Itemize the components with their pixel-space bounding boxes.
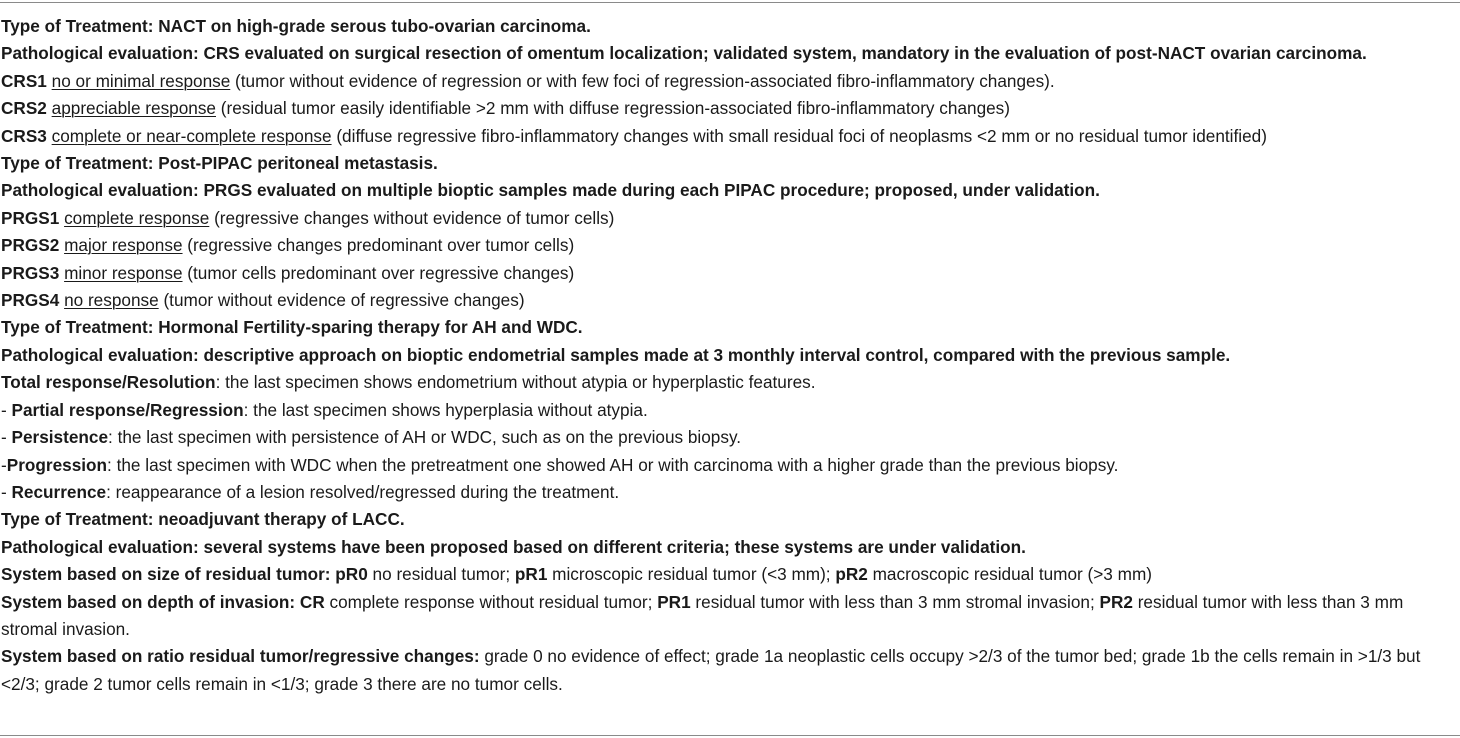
system-label: System based on depth of invasion: — [1, 591, 300, 612]
response-term: Total response/Resolution — [1, 372, 216, 393]
response-item: - Recurrence: reappearance of a lesion resolved/regressed during the treatment. — [1, 481, 620, 502]
response-item: - Persistence: the last specimen with persistence of AH or WDC, such as on the previous biopsy. — [1, 427, 742, 448]
grade-row — [1, 287, 1457, 314]
grade-description: (diffuse regressive fibro-inflammatory changes with small residual foci of neoplasms <2 mm or no residual tumor identified) — [331, 125, 1267, 146]
response-item — [1, 369, 1457, 396]
grade-code: CRS3 — [1, 125, 47, 146]
response-description: : the last specimen with persistence of AH or WDC, such as on the previous biopsy. — [108, 427, 742, 448]
response-item: - Partial response/Regression: the last specimen shows hyperplasia without atypia. — [1, 399, 648, 420]
response-term: Persistence — [11, 427, 109, 448]
system-row: System based on size of residual tumor: pR0 no residual tumor; pR1 microscopic residual tumor (<3 mm); pR2 macroscopic residual tumor (>3 mm) — [1, 564, 1152, 585]
system-row: System based on depth of invasion: CR complete response without residual tumor; PR1 residual tumor with less than 3 mm stromal invasion; PR2 residual tumor with less than 3 mm stromal invasion. — [1, 591, 1404, 639]
response-description: : the last specimen with WDC when the pretreatment one showed AH or with carcinoma with a higher grade than the previous biopsy. — [107, 454, 1119, 475]
grade-row — [1, 123, 1457, 150]
system-label: System based on ratio residual tumor/regressive changes: — [1, 646, 485, 667]
evaluation-heading: Pathological evaluation: descriptive approach on bioptic endometrial samples made at 3 monthly interval control, compared with the previous sample. — [1, 344, 1231, 365]
grade-description: (regressive changes without evidence of tumor cells) — [209, 207, 615, 228]
system-label: System based on size of residual tumor: — [1, 564, 336, 585]
treatment-heading: Type of Treatment: Hormonal Fertility-sparing therapy for AH and WDC. — [1, 317, 583, 338]
grade-response: major response — [64, 235, 183, 256]
grade-code: PRGS1 — [1, 207, 60, 228]
grade-description: (regressive changes predominant over tumor cells) — [182, 235, 575, 256]
grade-description: (tumor without evidence of regressive changes) — [158, 290, 525, 311]
evaluation-heading: Pathological evaluation: PRGS evaluated on multiple bioptic samples made during each PIPAC procedure; proposed, under validation. — [1, 180, 1100, 201]
grade-response: no response — [64, 290, 159, 311]
grade-code: CRS2 — [1, 98, 47, 119]
grade-row — [1, 68, 1457, 95]
treatment-heading: Type of Treatment: NACT on high-grade serous tubo-ovarian carcinoma. — [1, 16, 591, 36]
grade-response: complete or near-complete response — [51, 125, 332, 146]
treatment-heading: Type of Treatment: Post-PIPAC peritoneal metastasis. — [1, 153, 438, 174]
grade-description: (tumor cells predominant over regressive changes) — [182, 262, 575, 283]
grade-response: appreciable response — [51, 98, 216, 119]
bottom-rule — [0, 735, 1460, 736]
grade-row — [1, 205, 1457, 232]
evaluation-heading: Pathological evaluation: several systems have been proposed based on different criteria; these systems are under validation. — [1, 536, 1026, 557]
grade-row — [1, 95, 1457, 122]
treatment-heading: Type of Treatment: neoadjuvant therapy of LACC. — [1, 509, 405, 530]
top-rule — [0, 2, 1460, 3]
grade-code: PRGS3 — [1, 262, 60, 283]
grade-code: PRGS2 — [1, 235, 60, 256]
grade-row — [1, 232, 1457, 259]
grade-row — [1, 260, 1457, 287]
response-description: : reappearance of a lesion resolved/regressed during the treatment. — [106, 481, 620, 502]
response-term: Recurrence — [11, 481, 107, 502]
response-description: : the last specimen shows endometrium without atypia or hyperplastic features. — [215, 372, 816, 393]
evaluation-heading: Pathological evaluation: CRS evaluated on surgical resection of omentum localization; validated system, mandatory in the evaluation of post-NACT ovarian carcinoma. — [1, 43, 1367, 64]
grade-description: (tumor without evidence of regression or with few foci of regression-associated fibro-inflammatory changes). — [230, 70, 1055, 91]
grade-code: CRS1 — [1, 70, 47, 91]
grade-response: no or minimal response — [51, 70, 231, 91]
response-term: Partial response/Regression — [11, 399, 244, 420]
grade-code: PRGS4 — [1, 290, 60, 311]
grade-response: complete response — [64, 207, 210, 228]
table-body — [1, 13, 1457, 698]
grade-response: minor response — [64, 262, 183, 283]
response-description: : the last specimen shows hyperplasia without atypia. — [243, 399, 648, 420]
system-row: System based on ratio residual tumor/regressive changes: grade 0 no evidence of effect; grade 1a neoplastic cells occupy >2/3 of the tumor bed; grade 1b the cells remain in >1/3 but <2/3; grade 2 tumor cells remain in <1/3; grade 3 there are no tumor cells. — [1, 646, 1421, 694]
grade-description: (residual tumor easily identifiable >2 mm with diffuse regression-associated fibro-inflammatory changes) — [216, 98, 1010, 119]
response-item: -Progression: the last specimen with WDC when the pretreatment one showed AH or with carcinoma with a higher grade than the previous biopsy. — [1, 454, 1119, 475]
response-term: Progression — [6, 454, 108, 475]
